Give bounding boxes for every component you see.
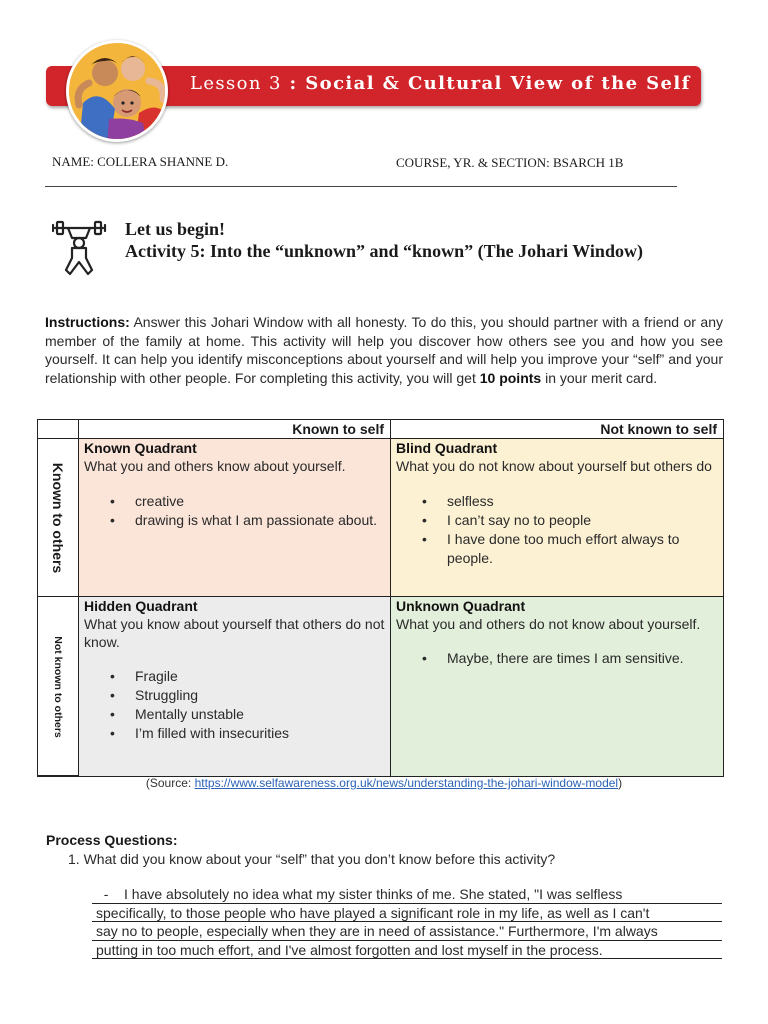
source-suffix: ) [618, 776, 623, 790]
list-item: • I have done too much effort always to people. [422, 530, 718, 568]
person-lifting-barbell-icon [52, 218, 108, 278]
instructions-label: Instructions: [45, 314, 130, 330]
answer-block [92, 885, 722, 959]
list-item: • drawing is what I am passionate about. [110, 511, 385, 530]
list-item: • I’m filled with insecurities [110, 724, 385, 743]
lesson-title [190, 73, 691, 94]
instructions-body: Answer this Johari Window with all honesty. To do this, you should partner with a friend or any member of the family at home. This activity will help you discover how others see you and how you see yourself. It can help you identify misconceptions about yourself and will help you improve your “self” and your relationship with other people. For completing this activity, you will get [45, 314, 723, 386]
children-illustration-logo [66, 40, 168, 142]
list-item: • creative [110, 492, 385, 511]
known-quadrant-desc: What you and others know about yourself. [84, 458, 346, 474]
lesson-topic: : Social & Cultural View of the Self [281, 73, 691, 94]
blind-quadrant-title: Blind Quadrant [396, 440, 498, 456]
answer-line: putting in too much effort, and I've almost forgotten and lost myself in the process. [92, 941, 722, 960]
known-quadrant-list [84, 492, 385, 530]
activity-heading [125, 218, 685, 262]
blind-quadrant-desc: What you do not know about yourself but others do [396, 458, 712, 474]
list-item: • Maybe, there are times I am sensitive. [422, 649, 718, 668]
answer-line: specifically, to those people who have played a significant role in my life, as well as I can't [92, 904, 722, 923]
row-header-not-known-to-others [37, 596, 79, 777]
process-question-1: 1. What did you know about your “self” that you don’t know before this activity? [68, 851, 556, 867]
list-item: • Struggling [110, 686, 385, 705]
source-prefix: (Source: [145, 776, 195, 790]
row-header-not-known-label: Not known to others [52, 635, 64, 738]
course-section: COURSE, YR. & SECTION: BSARCH 1B [396, 155, 624, 170]
instructions-paragraph [45, 313, 723, 387]
known-quadrant-title: Known Quadrant [84, 440, 197, 456]
column-header-not-known-to-self: Not known to self [390, 419, 724, 439]
student-name: NAME: COLLERA SHANNE D. [52, 154, 229, 169]
activity-title: Activity 5: Into the “unknown” and “known” (The Johari Window) [125, 241, 643, 261]
lesson-label: Lesson 3 [190, 73, 282, 94]
hidden-quadrant-list [84, 667, 385, 743]
hidden-quadrant-desc: What you know about yourself that others do not know. [84, 616, 385, 650]
row-header-known-label: Known to others [50, 462, 66, 573]
list-item: • selfless [422, 492, 718, 511]
table-corner-cell [37, 419, 79, 439]
unknown-quadrant-title: Unknown Quadrant [396, 598, 526, 614]
hidden-quadrant-title: Hidden Quadrant [84, 598, 198, 614]
list-item: • I can’t say no to people [422, 511, 718, 530]
divider-line [45, 186, 677, 187]
unknown-quadrant [390, 596, 724, 777]
activity-intro: Let us begin! [125, 219, 226, 239]
list-item: • Fragile [110, 667, 385, 686]
unknown-quadrant-list [396, 649, 718, 668]
source-citation [0, 776, 768, 790]
answer-line: - I have absolutely no idea what my sister thinks of me. She stated, "I was selfless [92, 885, 722, 904]
process-questions-title: Process Questions: [46, 832, 178, 848]
unknown-quadrant-desc: What you and others do not know about yourself. [396, 616, 701, 632]
blind-quadrant-list [396, 492, 718, 568]
source-link[interactable]: https://www.selfawareness.org.uk/news/understanding-the-johari-window-model [194, 776, 619, 790]
merit-points: 10 points [479, 369, 542, 386]
hidden-quadrant [78, 596, 391, 777]
column-header-known-to-self: Known to self [78, 419, 391, 439]
row-header-known-to-others [37, 438, 79, 597]
johari-window-table [37, 419, 723, 776]
list-item: • Mentally unstable [110, 705, 385, 724]
known-quadrant [78, 438, 391, 597]
instructions-tail: in your merit card. [541, 369, 658, 386]
blind-quadrant [390, 438, 724, 597]
answer-line: say no to people, especially when they are in need of assistance." Furthermore, I'm always [92, 922, 722, 941]
